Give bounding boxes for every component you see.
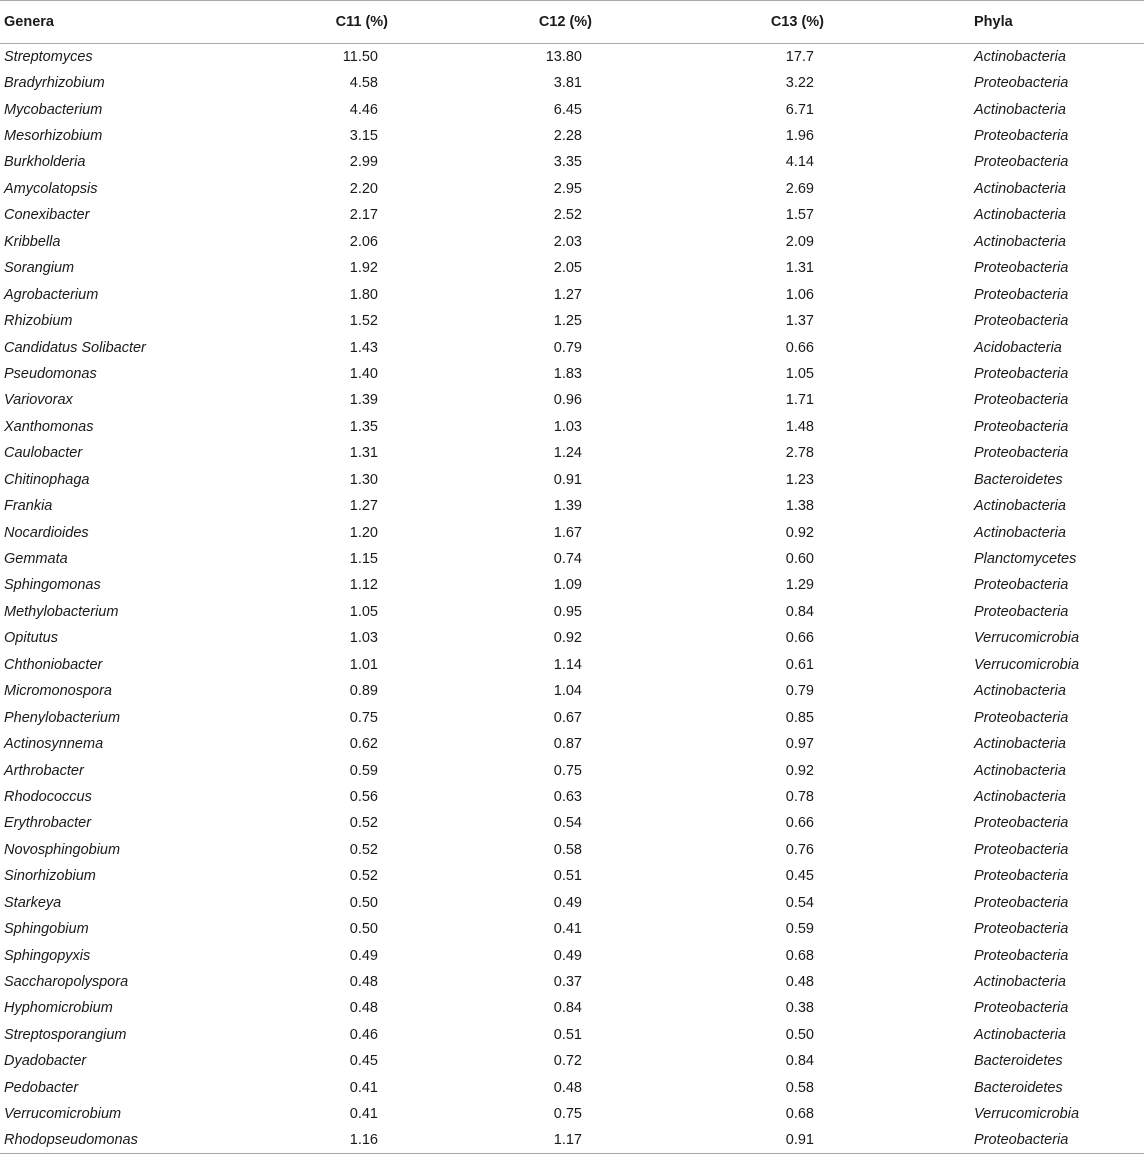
cell-phyla: Proteobacteria [974, 154, 1069, 171]
cell-c13: 0.61 [785, 656, 814, 673]
cell-genera: Novosphingobium [4, 841, 121, 858]
table-row [0, 942, 1144, 968]
cell-c11: 1.20 [349, 524, 378, 541]
table-row [0, 757, 1144, 783]
cell-phyla: Actinobacteria [974, 1026, 1066, 1043]
cell-c13: 1.96 [785, 128, 814, 145]
cell-c12: 3.35 [553, 154, 582, 171]
cell-phyla: Verrucomicrobia [974, 656, 1080, 673]
cell-genera: Bradyrhizobium [4, 75, 105, 92]
cell-phyla: Proteobacteria [974, 894, 1069, 911]
cell-c13: 17.7 [785, 48, 814, 65]
cell-c11: 1.16 [280, 1127, 470, 1153]
cell-c13: 0.85 [785, 709, 814, 726]
table-row [0, 149, 1144, 175]
cell-c11: 1.39 [349, 392, 378, 409]
cell-phyla: Actinobacteria [974, 101, 1066, 118]
header-genera: Genera [0, 1, 280, 44]
cell-c11: 0.48 [349, 974, 378, 991]
table-row [0, 890, 1144, 916]
cell-c11: 0.52 [349, 815, 378, 832]
table-row [0, 1022, 1144, 1048]
cell-c12: 3.81 [553, 75, 582, 92]
cell-c12: 2.52 [553, 207, 582, 224]
cell-c13: 0.84 [785, 1053, 814, 1070]
cell-c13: 1.31 [785, 260, 814, 277]
cell-genera: Rhizobium [4, 313, 73, 330]
cell-c13: 0.97 [785, 736, 814, 753]
cell-phyla: Actinobacteria [974, 48, 1066, 65]
cell-c11: 0.41 [349, 1106, 378, 1123]
table-row [0, 202, 1144, 228]
cell-c12: 0.75 [553, 762, 582, 779]
table-row [0, 361, 1144, 387]
cell-c12: 2.05 [553, 260, 582, 277]
cell-phyla: Verrucomicrobia [974, 630, 1080, 647]
table-row [0, 678, 1144, 704]
cell-phyla: Verrucomicrobia [974, 1106, 1080, 1123]
cell-phyla: Actinobacteria [974, 762, 1066, 779]
cell-phyla: Proteobacteria [974, 418, 1069, 435]
cell-c11: 0.52 [349, 841, 378, 858]
cell-c12: 0.72 [553, 1053, 582, 1070]
table-row [0, 599, 1144, 625]
cell-c13: 0.54 [785, 894, 814, 911]
table-row [0, 784, 1144, 810]
cell-c11: 0.48 [349, 1000, 378, 1017]
cell-c11: 11.50 [342, 48, 378, 65]
cell-phyla: Proteobacteria [974, 921, 1069, 938]
cell-c13: 3.22 [785, 75, 814, 92]
cell-c11: 1.05 [349, 603, 378, 620]
table-row [0, 70, 1144, 96]
header-c11: C11 (%) [280, 1, 470, 44]
cell-phyla: Proteobacteria [974, 709, 1069, 726]
cell-c13: 0.45 [785, 868, 814, 885]
cell-genera: Variovorax [4, 392, 73, 409]
cell-c12: 0.54 [553, 815, 582, 832]
cell-genera: Dyadobacter [4, 1053, 87, 1070]
cell-c12: 1.04 [553, 683, 582, 700]
cell-genera: Nocardioides [4, 524, 89, 541]
cell-genera: Saccharopolyspora [4, 974, 129, 991]
cell-genera: Xanthomonas [4, 418, 94, 435]
cell-phyla: Proteobacteria [974, 815, 1069, 832]
cell-c11: 0.41 [349, 1079, 378, 1096]
cell-c12: 0.58 [553, 841, 582, 858]
cell-c13: 0.91 [704, 1127, 944, 1153]
cell-c13: 0.48 [785, 974, 814, 991]
cell-phyla: Actinobacteria [974, 974, 1066, 991]
cell-phyla: Actinobacteria [974, 498, 1066, 515]
cell-c12: 0.95 [553, 603, 582, 620]
cell-c13: 0.68 [785, 1106, 814, 1123]
cell-c13: 0.58 [785, 1079, 814, 1096]
cell-genera: Streptosporangium [4, 1026, 127, 1043]
cell-c12: 0.67 [553, 709, 582, 726]
cell-c11: 1.31 [349, 445, 378, 462]
cell-c13: 1.38 [785, 498, 814, 515]
cell-genera: Sorangium [4, 260, 75, 277]
table-row [0, 863, 1144, 889]
cell-phyla: Acidobacteria [974, 339, 1062, 356]
cell-genera: Conexibacter [4, 207, 90, 224]
cell-genera: Starkeya [4, 894, 62, 911]
cell-c12: 1.09 [553, 577, 582, 594]
cell-genera: Kribbella [4, 233, 61, 250]
cell-genera: Methylobacterium [4, 603, 119, 620]
cell-c11: 3.15 [349, 128, 378, 145]
cell-c12: 2.03 [553, 233, 582, 250]
cell-genera: Amycolatopsis [4, 180, 98, 197]
cell-c12: 0.48 [553, 1079, 582, 1096]
table-row [0, 731, 1144, 757]
table-row [0, 1101, 1144, 1127]
cell-c12: 0.49 [553, 947, 582, 964]
table-row [0, 1048, 1144, 1074]
table-row [0, 96, 1144, 122]
cell-phyla: Actinobacteria [974, 736, 1066, 753]
cell-c13: 2.09 [785, 233, 814, 250]
cell-c12: 0.87 [553, 736, 582, 753]
cell-phyla: Bacteroidetes [974, 471, 1063, 488]
cell-c11: 1.01 [349, 656, 378, 673]
cell-c11: 0.62 [349, 736, 378, 753]
cell-c11: 0.56 [349, 788, 378, 805]
cell-genera: Agrobacterium [4, 286, 99, 303]
cell-c13: 1.29 [785, 577, 814, 594]
cell-genera: Sinorhizobium [4, 868, 96, 885]
cell-c11: 2.06 [349, 233, 378, 250]
cell-c13: 1.37 [785, 313, 814, 330]
cell-c13: 0.60 [785, 551, 814, 568]
cell-c13: 0.84 [785, 603, 814, 620]
cell-c12: 0.37 [553, 974, 582, 991]
cell-genera: Sphingobium [4, 921, 89, 938]
cell-c12: 1.03 [553, 418, 582, 435]
cell-c11: 1.52 [349, 313, 378, 330]
cell-phyla: Proteobacteria [944, 1127, 1144, 1153]
cell-genera: Micromonospora [4, 683, 112, 700]
cell-c11: 1.92 [349, 260, 378, 277]
cell-c11: 0.50 [349, 894, 378, 911]
cell-c11: 0.59 [349, 762, 378, 779]
cell-phyla: Actinobacteria [974, 683, 1066, 700]
table-row [0, 969, 1144, 995]
cell-c13: 1.06 [785, 286, 814, 303]
cell-c11: 1.80 [349, 286, 378, 303]
cell-phyla: Proteobacteria [974, 75, 1069, 92]
table-row [0, 572, 1144, 598]
cell-c11: 4.46 [349, 101, 378, 118]
cell-genera: Rhodococcus [4, 788, 92, 805]
table-row [0, 176, 1144, 202]
cell-genera: Mesorhizobium [4, 128, 103, 145]
cell-c12: 0.92 [553, 630, 582, 647]
cell-c11: 1.12 [349, 577, 378, 594]
cell-c13: 0.68 [785, 947, 814, 964]
cell-c13: 6.71 [785, 101, 814, 118]
cell-c13: 1.23 [785, 471, 814, 488]
cell-c13: 0.79 [785, 683, 814, 700]
table-row [0, 1075, 1144, 1101]
table-body [0, 44, 1144, 1154]
cell-c13: 4.14 [785, 154, 814, 171]
cell-phyla: Proteobacteria [974, 868, 1069, 885]
cell-c11: 2.20 [349, 180, 378, 197]
cell-c13: 0.66 [785, 339, 814, 356]
cell-genera: Phenylobacterium [4, 709, 121, 726]
cell-c13: 0.66 [785, 815, 814, 832]
cell-genera: Pedobacter [4, 1079, 79, 1096]
table-row [0, 1127, 1144, 1153]
cell-c11: 2.17 [349, 207, 378, 224]
cell-phyla: Proteobacteria [974, 365, 1069, 382]
cell-genera: Streptomyces [4, 48, 93, 65]
table-row [0, 414, 1144, 440]
cell-c13: 1.48 [785, 418, 814, 435]
cell-c11: 1.30 [349, 471, 378, 488]
table-row [0, 995, 1144, 1021]
cell-c12: 1.24 [553, 445, 582, 462]
table-row [0, 625, 1144, 651]
cell-c12: 2.95 [553, 180, 582, 197]
header-c12: C12 (%) [470, 1, 704, 44]
cell-c11: 1.15 [349, 551, 378, 568]
cell-c12: 0.51 [553, 868, 582, 885]
cell-c13: 0.50 [785, 1026, 814, 1043]
cell-c11: 0.50 [349, 921, 378, 938]
table-row [0, 308, 1144, 334]
table-row [0, 837, 1144, 863]
header-phyla: Phyla [944, 1, 1144, 44]
cell-phyla: Bacteroidetes [974, 1053, 1063, 1070]
cell-phyla: Actinobacteria [974, 207, 1066, 224]
cell-genera: Rhodopseudomonas [0, 1127, 280, 1153]
cell-c11: 0.46 [349, 1026, 378, 1043]
cell-c12: 1.27 [553, 286, 582, 303]
cell-c12: 0.84 [553, 1000, 582, 1017]
cell-c13: 1.71 [785, 392, 814, 409]
cell-c12: 0.74 [553, 551, 582, 568]
cell-c12: 0.79 [553, 339, 582, 356]
cell-genera: Sphingomonas [4, 577, 101, 594]
table-row [0, 123, 1144, 149]
cell-c13: 0.38 [785, 1000, 814, 1017]
cell-phyla: Actinobacteria [974, 233, 1066, 250]
cell-phyla: Actinobacteria [974, 788, 1066, 805]
cell-c12: 1.83 [553, 365, 582, 382]
cell-c13: 1.05 [785, 365, 814, 382]
cell-genera: Erythrobacter [4, 815, 92, 832]
header-c13: C13 (%) [704, 1, 944, 44]
cell-c13: 1.57 [785, 207, 814, 224]
cell-c12: 0.75 [553, 1106, 582, 1123]
cell-phyla: Proteobacteria [974, 603, 1069, 620]
cell-genera: Caulobacter [4, 445, 83, 462]
table-row [0, 440, 1144, 466]
cell-phyla: Proteobacteria [974, 947, 1069, 964]
table-row [0, 44, 1144, 70]
table-row [0, 652, 1144, 678]
cell-c12: 0.63 [553, 788, 582, 805]
cell-genera: Gemmata [4, 551, 68, 568]
cell-phyla: Planctomycetes [974, 551, 1077, 568]
cell-c12: 1.14 [553, 656, 582, 673]
cell-genera: Verrucomicrobium [4, 1106, 122, 1123]
table-row [0, 467, 1144, 493]
table-row [0, 916, 1144, 942]
cell-c11: 1.03 [349, 630, 378, 647]
cell-c12: 0.49 [553, 894, 582, 911]
cell-genera: Actinosynnema [4, 736, 104, 753]
header-row [0, 1, 1144, 44]
cell-genera: Chthoniobacter [4, 656, 103, 673]
cell-phyla: Proteobacteria [974, 260, 1069, 277]
cell-genera: Sphingopyxis [4, 947, 91, 964]
cell-genera: Burkholderia [4, 154, 86, 171]
cell-phyla: Proteobacteria [974, 577, 1069, 594]
cell-c12: 1.39 [553, 498, 582, 515]
cell-genera: Chitinophaga [4, 471, 90, 488]
cell-c13: 0.59 [785, 921, 814, 938]
cell-c11: 0.45 [349, 1053, 378, 1070]
cell-c13: 0.66 [785, 630, 814, 647]
cell-c11: 4.58 [349, 75, 378, 92]
cell-c11: 0.75 [349, 709, 378, 726]
cell-c12: 1.17 [470, 1127, 704, 1153]
table-row [0, 546, 1144, 572]
cell-phyla: Proteobacteria [974, 313, 1069, 330]
table-header [0, 1, 1144, 44]
table-row [0, 229, 1144, 255]
cell-c12: 0.96 [553, 392, 582, 409]
table-row [0, 334, 1144, 360]
cell-c11: 1.40 [349, 365, 378, 382]
cell-c13: 0.92 [785, 762, 814, 779]
cell-genera: Pseudomonas [4, 365, 97, 382]
table-row [0, 281, 1144, 307]
cell-c11: 0.89 [349, 683, 378, 700]
cell-c11: 2.99 [349, 154, 378, 171]
cell-c13: 0.92 [785, 524, 814, 541]
cell-phyla: Actinobacteria [974, 524, 1066, 541]
cell-c12: 0.91 [553, 471, 582, 488]
cell-genera: Mycobacterium [4, 101, 103, 118]
cell-c11: 1.43 [349, 339, 378, 356]
cell-genera: Opitutus [4, 630, 58, 647]
cell-phyla: Actinobacteria [974, 180, 1066, 197]
table-row [0, 387, 1144, 413]
cell-phyla: Proteobacteria [974, 841, 1069, 858]
cell-phyla: Proteobacteria [974, 128, 1069, 145]
table-row [0, 810, 1144, 836]
cell-c12: 1.25 [553, 313, 582, 330]
cell-genera: Hyphomicrobium [4, 1000, 113, 1017]
cell-c11: 0.52 [349, 868, 378, 885]
table-row [0, 704, 1144, 730]
cell-phyla: Proteobacteria [974, 1000, 1069, 1017]
cell-phyla: Proteobacteria [974, 392, 1069, 409]
cell-c12: 6.45 [553, 101, 582, 118]
cell-c12: 2.28 [553, 128, 582, 145]
cell-c13: 0.76 [785, 841, 814, 858]
cell-phyla: Proteobacteria [974, 286, 1069, 303]
cell-c13: 2.69 [785, 180, 814, 197]
cell-c11: 1.27 [349, 498, 378, 515]
table-row [0, 255, 1144, 281]
cell-c12: 0.51 [553, 1026, 582, 1043]
cell-phyla: Proteobacteria [974, 445, 1069, 462]
cell-genera: Frankia [4, 498, 53, 515]
cell-c11: 0.49 [349, 947, 378, 964]
cell-c13: 2.78 [785, 445, 814, 462]
cell-c12: 1.67 [553, 524, 582, 541]
cell-c12: 13.80 [545, 48, 582, 65]
cell-genera: Candidatus Solibacter [4, 339, 146, 356]
cell-c12: 0.41 [553, 921, 582, 938]
cell-c13: 0.78 [785, 788, 814, 805]
table-row [0, 519, 1144, 545]
cell-c11: 1.35 [349, 418, 378, 435]
table-row [0, 493, 1144, 519]
cell-phyla: Bacteroidetes [974, 1079, 1063, 1096]
cell-genera: Arthrobacter [4, 762, 84, 779]
